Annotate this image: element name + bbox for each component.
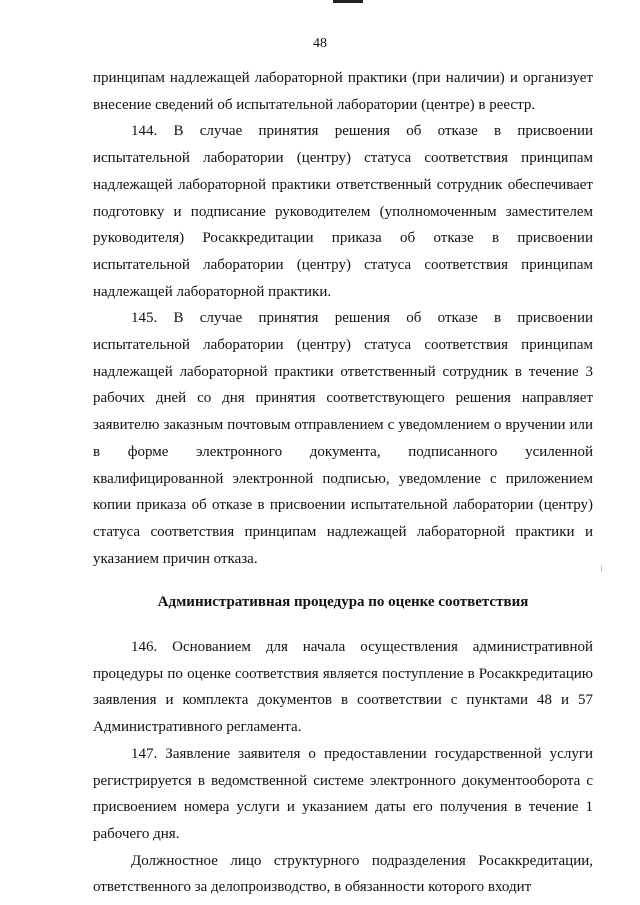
- paragraph-145: 145. В случае принятия решения об отказе в присвоении испытательной лаборатории (центру) статуса соответствия принципам надлежащей лабораторной практики ответственный сотрудник в течение 3 рабочих дней со дня принятия соответствующего решения направляет заявителю заказным почтовым отправлением с уведомлением о вручении или в форме электронного документа, подписанного усиленной квалифицированной электронной подписью, уведомление с приложением копии приказа об отказе в присвоении испытательной лаборатории (центру) статуса соответствия принципам надлежащей лабораторной практики и указанием причин отказа.: [93, 310, 593, 567]
- paragraph-146: 146. Основанием для начала осуществления административной процедуры по оценке соответствия является поступление в Росаккредитацию заявления и комплекта документов в соответствии с пунктами 48 и 57 Административного регламента.: [93, 639, 593, 736]
- paragraph-147: 147. Заявление заявителя о предоставлении государственной услуги регистрируется в ведомственной системе электронного документооборота с присвоением номера услуги и указанием даты его получения в течение 1 рабочего дня.: [93, 745, 593, 842]
- scan-speck: [601, 566, 602, 572]
- scan-edge-mark: [333, 0, 363, 3]
- section-heading: Административная процедура по оценке соответствия: [157, 594, 529, 611]
- paragraph-official: Должностное лицо структурного подразделения Росаккредитации, ответственного за делопроизводство, в обязанности которого входит: [93, 852, 593, 896]
- document-body: [93, 65, 593, 901]
- paragraph-continuation: принципам надлежащей лабораторной практики (при наличии) и организует внесение сведений об испытательной лаборатории (центре) в реестр.: [93, 70, 593, 113]
- page-number: 48: [313, 36, 327, 51]
- paragraph-144: 144. В случае принятия решения об отказе в присвоении испытательной лаборатории (центру) статуса соответствия принципам надлежащей лабораторной практики ответственный сотрудник обеспечивает подготовку и подписание руководителем (уполномоченным заместителем руководителя) Росаккредитации приказа об отказе в присвоении испытательной лаборатории (центру) статуса соответствия принципам надлежащей лабораторной практики.: [93, 123, 593, 300]
